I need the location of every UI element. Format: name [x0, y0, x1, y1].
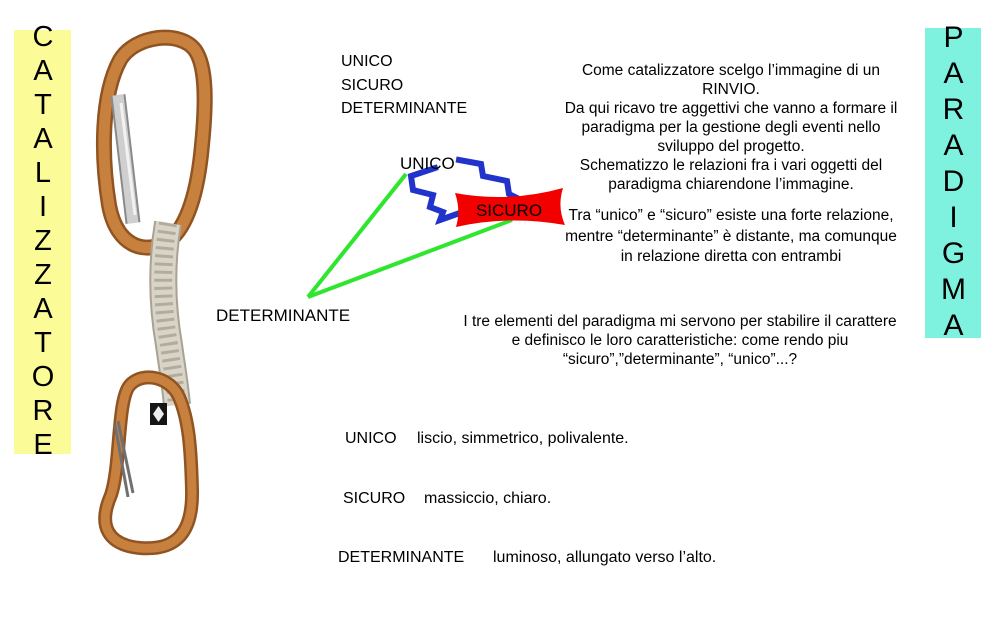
adjective-determinante: DETERMINANTE — [341, 100, 468, 117]
p1-line: paradigma per la gestione degli eventi nello — [581, 119, 881, 136]
p3-line: “sicuro”,”determinante”, “unico”...? — [562, 351, 798, 368]
catalizzatore-banner: CATALIZZATORE — [14, 30, 71, 454]
adjective-list — [341, 50, 467, 121]
adjective-unico: UNICO — [341, 53, 393, 70]
definition-row-unico — [0, 430, 1000, 452]
diagram-label-unico: UNICO — [400, 154, 455, 173]
diagram-label-sicuro: SICURO — [475, 201, 543, 220]
zigzag-link-right — [459, 160, 517, 198]
definition-row-sicuro — [0, 490, 1000, 512]
relation-diagram — [190, 145, 590, 345]
p2-line: in relazione diretta con entrambi — [620, 248, 842, 265]
zigzag-link-left — [411, 168, 457, 220]
p2-line: mentre “determinante” è distante, ma comunque — [565, 227, 897, 245]
p2-line: Tra “unico” e “sicuro” esiste una forte relazione, — [568, 207, 894, 224]
definition-term: SICURO — [343, 490, 406, 507]
definition-term: UNICO — [345, 430, 397, 447]
p1-line: Schematizzo le relazioni fra i vari oggetti del — [579, 157, 883, 174]
p1-line: Come catalizzatore scelgo l’immagine di un — [581, 62, 881, 79]
definition-description: luminoso, allungato verso l’alto. — [493, 549, 717, 566]
adjective-sicuro: SICURO — [341, 76, 404, 94]
paradigma-banner: PARADIGMA — [925, 28, 981, 338]
definition-description: massiccio, chiaro. — [424, 490, 552, 507]
p3-line: e definisco le loro caratteristiche: come rendo piu — [511, 332, 849, 349]
bottom-carabiner-icon — [105, 377, 192, 548]
paragraph-catalizzatore — [535, 61, 927, 194]
p1-line: sviluppo del progetto. — [657, 138, 805, 155]
paragraph-relazioni — [540, 206, 922, 268]
p1-line: paradigma chiarendone l’immagine. — [608, 176, 854, 193]
diagram-label-determinante: DETERMINANTE — [216, 306, 351, 325]
p1-line: Da qui ricavo tre aggettivi che vanno a formare il — [564, 100, 898, 117]
definition-description: liscio, simmetrico, polivalente. — [417, 430, 629, 447]
p1-line: RINVIO. — [702, 81, 760, 98]
definition-row-determinante — [0, 549, 1000, 571]
p3-line: I tre elementi del paradigma mi servono per stabilire il carattere — [463, 313, 897, 330]
definition-term: DETERMINANTE — [338, 549, 465, 566]
